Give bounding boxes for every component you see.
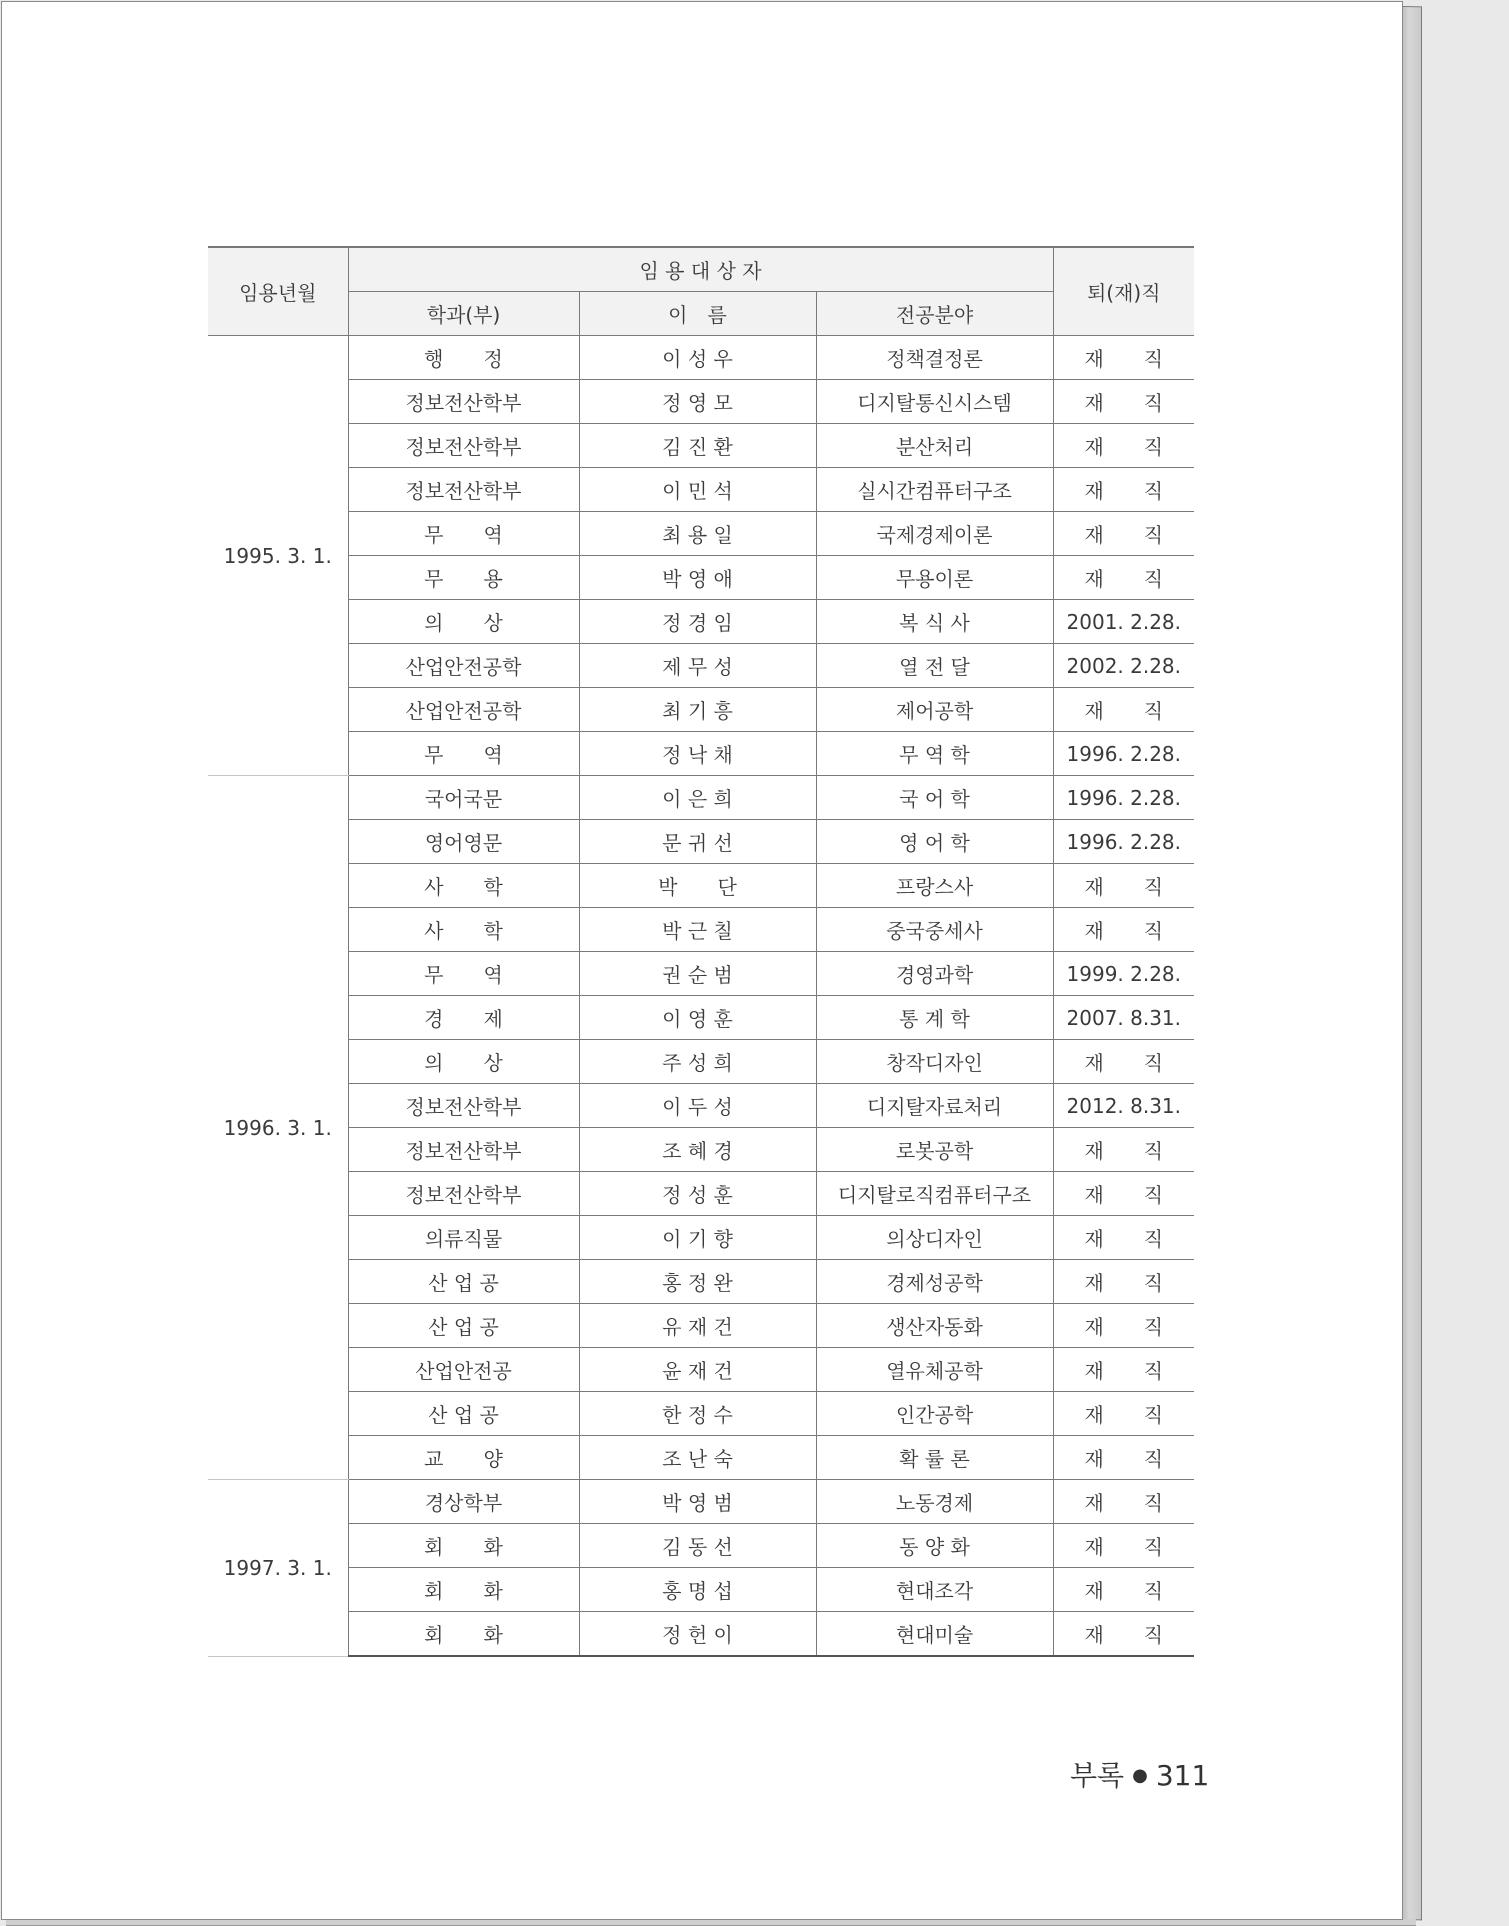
cell-status: 재 직 <box>1053 512 1194 556</box>
cell-department: 국어국문 <box>348 776 579 820</box>
header-year: 임용년월 <box>208 247 348 336</box>
page-edge-shadow <box>1402 6 1422 1920</box>
cell-department: 무 역 <box>348 952 579 996</box>
cell-field: 의상디자인 <box>816 1216 1053 1260</box>
cell-field: 국제경제이론 <box>816 512 1053 556</box>
header-status: 퇴(재)직 <box>1053 247 1194 336</box>
cell-department: 정보전산학부 <box>348 1172 579 1216</box>
cell-name: 최 용 일 <box>579 512 816 556</box>
cell-field: 노동경제 <box>816 1480 1053 1524</box>
cell-name: 박 근 칠 <box>579 908 816 952</box>
table-row <box>208 1304 1194 1348</box>
bullet-separator: ● <box>1132 1765 1148 1786</box>
cell-department: 산업안전공학 <box>348 644 579 688</box>
cell-name: 홍 정 완 <box>579 1260 816 1304</box>
cell-status: 2012. 8.31. <box>1053 1084 1194 1128</box>
cell-year: 1997. 3. 1. <box>208 1480 348 1657</box>
cell-field: 무용이론 <box>816 556 1053 600</box>
cell-field: 생산자동화 <box>816 1304 1053 1348</box>
cell-name: 이 은 희 <box>579 776 816 820</box>
cell-name: 이 민 석 <box>579 468 816 512</box>
header-department: 학과(부) <box>348 292 579 336</box>
cell-status: 재 직 <box>1053 864 1194 908</box>
table-row <box>208 1128 1194 1172</box>
cell-status: 재 직 <box>1053 424 1194 468</box>
cell-status: 재 직 <box>1053 908 1194 952</box>
cell-field: 복 식 사 <box>816 600 1053 644</box>
cell-status: 재 직 <box>1053 1040 1194 1084</box>
cell-status: 재 직 <box>1053 1612 1194 1657</box>
table-row <box>208 468 1194 512</box>
cell-status: 1999. 2.28. <box>1053 952 1194 996</box>
cell-status: 재 직 <box>1053 1128 1194 1172</box>
header-field: 전공분야 <box>816 292 1053 336</box>
cell-field: 동 양 화 <box>816 1524 1053 1568</box>
table-row <box>208 644 1194 688</box>
table-row <box>208 1084 1194 1128</box>
table-row <box>208 996 1194 1040</box>
cell-name: 김 진 환 <box>579 424 816 468</box>
page-footer <box>1070 1754 1210 1794</box>
cell-department: 정보전산학부 <box>348 380 579 424</box>
cell-field: 실시간컴퓨터구조 <box>816 468 1053 512</box>
cell-field: 로봇공학 <box>816 1128 1053 1172</box>
cell-department: 산 업 공 <box>348 1260 579 1304</box>
cell-name: 이 영 훈 <box>579 996 816 1040</box>
cell-status: 재 직 <box>1053 380 1194 424</box>
cell-status: 재 직 <box>1053 1568 1194 1612</box>
cell-department: 정보전산학부 <box>348 468 579 512</box>
cell-field: 국 어 학 <box>816 776 1053 820</box>
cell-name: 김 동 선 <box>579 1524 816 1568</box>
cell-status: 재 직 <box>1053 1436 1194 1480</box>
cell-status: 재 직 <box>1053 1172 1194 1216</box>
page-edge-bottom <box>6 1919 1416 1926</box>
cell-name: 정 낙 채 <box>579 732 816 776</box>
table-row <box>208 1436 1194 1480</box>
cell-field: 통 계 학 <box>816 996 1053 1040</box>
cell-status: 1996. 2.28. <box>1053 732 1194 776</box>
table-row <box>208 1216 1194 1260</box>
cell-field: 디지탈로직컴퓨터구조 <box>816 1172 1053 1216</box>
table-row <box>208 1568 1194 1612</box>
cell-field: 창작디자인 <box>816 1040 1053 1084</box>
cell-department: 의 상 <box>348 1040 579 1084</box>
table-row <box>208 336 1194 380</box>
cell-status: 재 직 <box>1053 336 1194 380</box>
cell-department: 산업안전공학 <box>348 688 579 732</box>
cell-name: 윤 재 건 <box>579 1348 816 1392</box>
cell-name: 홍 명 섭 <box>579 1568 816 1612</box>
table-row <box>208 556 1194 600</box>
cell-field: 정책결정론 <box>816 336 1053 380</box>
cell-status: 재 직 <box>1053 1524 1194 1568</box>
table-row <box>208 732 1194 776</box>
cell-field: 디지탈자료처리 <box>816 1084 1053 1128</box>
cell-department: 회 화 <box>348 1524 579 1568</box>
cell-department: 경 제 <box>348 996 579 1040</box>
cell-department: 무 역 <box>348 732 579 776</box>
cell-name: 조 난 숙 <box>579 1436 816 1480</box>
cell-name: 박 영 범 <box>579 1480 816 1524</box>
cell-field: 경제성공학 <box>816 1260 1053 1304</box>
cell-status: 재 직 <box>1053 1216 1194 1260</box>
cell-name: 정 헌 이 <box>579 1612 816 1657</box>
cell-field: 분산처리 <box>816 424 1053 468</box>
cell-name: 정 성 훈 <box>579 1172 816 1216</box>
cell-department: 정보전산학부 <box>348 1084 579 1128</box>
table-row <box>208 1172 1194 1216</box>
cell-name: 권 순 범 <box>579 952 816 996</box>
cell-department: 영어영문 <box>348 820 579 864</box>
cell-field: 현대미술 <box>816 1612 1053 1657</box>
cell-field: 중국중세사 <box>816 908 1053 952</box>
footer-section: 부록 <box>1070 1759 1125 1792</box>
table-row <box>208 424 1194 468</box>
cell-department: 산업안전공 <box>348 1348 579 1392</box>
table-row <box>208 908 1194 952</box>
cell-department: 교 양 <box>348 1436 579 1480</box>
cell-status: 재 직 <box>1053 1392 1194 1436</box>
appointment-table <box>208 246 1194 1657</box>
cell-name: 박 단 <box>579 864 816 908</box>
table-row <box>208 1348 1194 1392</box>
cell-field: 열유체공학 <box>816 1348 1053 1392</box>
cell-field: 무 역 학 <box>816 732 1053 776</box>
table-row <box>208 952 1194 996</box>
header-name: 이 름 <box>579 292 816 336</box>
table-row <box>208 1260 1194 1304</box>
cell-department: 산 업 공 <box>348 1304 579 1348</box>
cell-field: 경영과학 <box>816 952 1053 996</box>
cell-field: 제어공학 <box>816 688 1053 732</box>
cell-status: 재 직 <box>1053 1260 1194 1304</box>
cell-name: 한 정 수 <box>579 1392 816 1436</box>
cell-status: 재 직 <box>1053 468 1194 512</box>
cell-status: 1996. 2.28. <box>1053 820 1194 864</box>
cell-status: 2001. 2.28. <box>1053 600 1194 644</box>
table-row <box>208 1612 1194 1657</box>
cell-name: 제 무 성 <box>579 644 816 688</box>
table-row <box>208 776 1194 820</box>
cell-name: 정 영 모 <box>579 380 816 424</box>
cell-year: 1996. 3. 1. <box>208 776 348 1480</box>
cell-field: 영 어 학 <box>816 820 1053 864</box>
page-number: 311 <box>1155 1759 1210 1792</box>
cell-year: 1995. 3. 1. <box>208 336 348 776</box>
cell-field: 인간공학 <box>816 1392 1053 1436</box>
cell-status: 1996. 2.28. <box>1053 776 1194 820</box>
cell-name: 박 영 애 <box>579 556 816 600</box>
cell-status: 재 직 <box>1053 556 1194 600</box>
cell-field: 디지탈통신시스템 <box>816 380 1053 424</box>
cell-name: 이 기 향 <box>579 1216 816 1260</box>
table-row <box>208 512 1194 556</box>
cell-name: 최 기 흥 <box>579 688 816 732</box>
cell-status: 재 직 <box>1053 1304 1194 1348</box>
cell-department: 의류직물 <box>348 1216 579 1260</box>
cell-department: 무 용 <box>348 556 579 600</box>
cell-field: 프랑스사 <box>816 864 1053 908</box>
cell-status: 재 직 <box>1053 1348 1194 1392</box>
table-row <box>208 1524 1194 1568</box>
cell-name: 문 귀 선 <box>579 820 816 864</box>
cell-name: 정 경 임 <box>579 600 816 644</box>
table-row <box>208 1040 1194 1084</box>
cell-department: 의 상 <box>348 600 579 644</box>
cell-name: 이 두 성 <box>579 1084 816 1128</box>
cell-department: 정보전산학부 <box>348 424 579 468</box>
cell-department: 정보전산학부 <box>348 1128 579 1172</box>
cell-field: 열 전 달 <box>816 644 1053 688</box>
cell-department: 경상학부 <box>348 1480 579 1524</box>
table-row <box>208 1480 1194 1524</box>
table-row <box>208 864 1194 908</box>
table-row <box>208 600 1194 644</box>
cell-field: 현대조각 <box>816 1568 1053 1612</box>
cell-status: 2002. 2.28. <box>1053 644 1194 688</box>
cell-department: 회 화 <box>348 1568 579 1612</box>
cell-status: 재 직 <box>1053 688 1194 732</box>
header-appointee-group: 임 용 대 상 자 <box>348 247 1053 292</box>
cell-department: 산 업 공 <box>348 1392 579 1436</box>
cell-department: 무 역 <box>348 512 579 556</box>
table-row <box>208 1392 1194 1436</box>
table-row <box>208 380 1194 424</box>
cell-status: 2007. 8.31. <box>1053 996 1194 1040</box>
cell-name: 이 성 우 <box>579 336 816 380</box>
cell-name: 주 성 희 <box>579 1040 816 1084</box>
cell-department: 사 학 <box>348 864 579 908</box>
table-row <box>208 820 1194 864</box>
cell-department: 회 화 <box>348 1612 579 1657</box>
cell-department: 사 학 <box>348 908 579 952</box>
table-body <box>208 336 1194 1657</box>
cell-department: 행 정 <box>348 336 579 380</box>
cell-status: 재 직 <box>1053 1480 1194 1524</box>
cell-name: 조 혜 경 <box>579 1128 816 1172</box>
table-row <box>208 688 1194 732</box>
cell-name: 유 재 건 <box>579 1304 816 1348</box>
cell-field: 확 률 론 <box>816 1436 1053 1480</box>
